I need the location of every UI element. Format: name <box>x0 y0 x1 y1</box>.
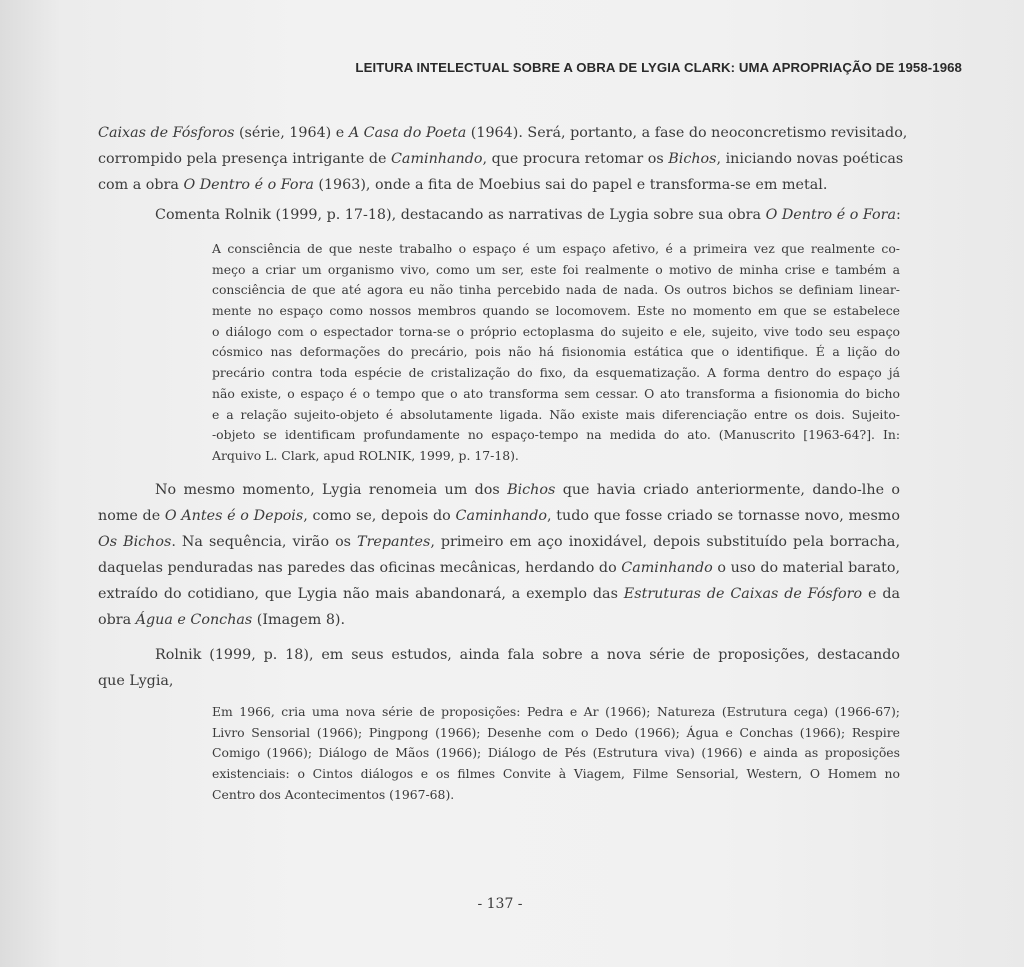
work-title: Bichos <box>507 482 556 498</box>
paragraph-line <box>98 146 904 172</box>
work-title: Trepantes <box>357 534 431 550</box>
text-run: (série, 1964) e <box>234 125 349 141</box>
work-title: Caixas de Fósforos <box>98 125 235 141</box>
text-run: , tudo que fosse criado se tornasse novo, mesmo <box>547 508 900 524</box>
text-run: (1964). Será, portanto, a fase do neoconcretismo revisitado, <box>466 125 908 141</box>
running-header: LEITURA INTELECTUAL SOBRE A OBRA DE LYGIA CLARK: UMA APROPRIAÇÃO DE 1958-1968 <box>355 60 962 75</box>
paragraph-line <box>98 503 900 529</box>
paragraph-line <box>98 581 900 607</box>
text-run: extraído do cotidiano, que Lygia não mais abandonará, a exemplo das <box>98 586 624 602</box>
paragraph-line <box>98 172 900 198</box>
paragraph-line <box>98 555 900 581</box>
text-run: , que procura retomar os <box>482 151 669 167</box>
paragraph-3 <box>98 477 900 633</box>
block-quote-2 <box>212 702 900 805</box>
paragraph-2 <box>98 202 900 228</box>
quote-line: Livro Sensorial (1966); Pingpong (1966); Desenhe com o Dedo (1966); Água e Conchas (1966); Respire <box>212 724 900 740</box>
quote-line: precário contra toda espécie de cristalização do fixo, da esquematização. A forma dentro do espaço já <box>212 365 900 381</box>
paragraph-line <box>98 120 908 146</box>
work-title: A Casa do Poeta <box>348 125 467 141</box>
text-run: o uso do material barato, <box>712 560 900 576</box>
quote-line: existenciais: o Cintos diálogos e os filmes Convite à Viagem, Filme Sensorial, Western, O Homem no <box>212 766 900 782</box>
work-title: Caminhando <box>621 560 713 576</box>
work-title: Os Bichos <box>98 534 172 550</box>
text-run: , como se, depois do <box>303 508 456 524</box>
work-title: Caminhando <box>455 508 548 524</box>
text-run: : <box>895 207 901 223</box>
work-title: Caminhando <box>390 151 483 167</box>
quote-line: meço a criar um organismo vivo, como um ser, este foi realmente o motivo de minha crise e também a <box>212 261 900 277</box>
paragraph-line <box>98 529 900 555</box>
work-title: O Dentro é o Fora <box>183 177 314 193</box>
text-run: obra <box>98 612 136 628</box>
quote-line: A consciência de que neste trabalho o espaço é um espaço afetivo, é a primeira vez que realmente co- <box>212 241 900 256</box>
text-run: que havia criado anteriormente, dando-lhe o <box>555 482 901 498</box>
text-run: , iniciando novas poéticas <box>716 151 904 167</box>
text-run: (1963), onde a fita de Moebius sai do papel e transforma-se em metal. <box>313 177 828 193</box>
quote-line: o diálogo com o espectador torna-se o próprio ectoplasma do sujeito e ele, sujeito, vive todo seu espaço <box>212 323 900 339</box>
quote-line: -objeto se identificam profundamente no espaço-tempo na medida do ato. (Manuscrito [1963-64?]. In: <box>212 427 900 443</box>
work-title: Água e Conchas <box>135 612 253 628</box>
quote-line: cósmico nas deformações do precário, pois não há fisionomia estática que o identifique. É a lição do <box>212 344 900 360</box>
paragraph-line: Rolnik (1999, p. 18), em seus estudos, ainda fala sobre a nova série de proposições, destacando <box>155 647 900 663</box>
text-run: (Imagem 8). <box>252 612 346 628</box>
work-title: O Dentro é o Fora <box>765 207 896 223</box>
quote-line: e a relação sujeito-objeto é absolutamente ligada. Não existe mais diferenciação entre os dois. Sujeito- <box>212 406 900 422</box>
paragraph-line: que Lygia, <box>98 673 174 689</box>
text-run: No mesmo momento, Lygia renomeia um dos <box>155 482 508 498</box>
quote-line: Arquivo L. Clark, apud ROLNIK, 1999, p. 17-18). <box>212 447 519 463</box>
paragraph-line <box>98 607 900 633</box>
text-run: com a obra <box>98 177 184 193</box>
block-quote-1 <box>212 239 900 467</box>
text-run: Comenta Rolnik (1999, p. 17-18), destacando as narrativas de Lygia sobre sua obra <box>155 207 766 223</box>
text-run: corrompido pela presença intrigante de <box>98 151 391 167</box>
quote-line: Em 1966, cria uma nova série de proposições: Pedra e Ar (1966); Natureza (Estrutura cega) (1966-67); <box>212 704 900 719</box>
quote-line: consciência de que até agora eu não tinha percebido nada de nada. Os outros bichos se definiam linear- <box>212 282 900 298</box>
quote-line: mente no espaço como nossos membros quando se locomovem. Este no momento em que se estabelece <box>212 303 900 319</box>
text-run: , primeiro em aço inoxidável, depois substituído pela borracha, <box>430 534 900 550</box>
paragraph-1 <box>98 120 908 198</box>
text-run: daquelas penduradas nas paredes das oficinas mecânicas, herdando do <box>98 560 622 576</box>
quote-line: não existe, o espaço é o tempo que o ato transforma sem cessar. O ato transforma a fisionomia do bicho <box>212 385 900 401</box>
paragraph-line <box>98 477 900 503</box>
work-title: Estruturas de Caixas de Fósforo <box>623 586 863 602</box>
work-title: O Antes é o Depois <box>164 508 304 524</box>
quote-line: Centro dos Acontecimentos (1967-68). <box>212 786 455 802</box>
work-title: Bichos <box>668 151 717 167</box>
text-run: nome de <box>98 508 165 524</box>
quote-line: Comigo (1966); Diálogo de Mãos (1966); Diálogo de Pés (Estrutura viva) (1966) e ainda as proposições <box>212 745 900 761</box>
page-number: - 137 - <box>477 896 523 912</box>
text-run: . Na sequência, virão os <box>171 534 358 550</box>
paragraph-line <box>98 202 900 228</box>
text-run: e da <box>862 586 900 602</box>
paragraph-4 <box>98 642 900 694</box>
